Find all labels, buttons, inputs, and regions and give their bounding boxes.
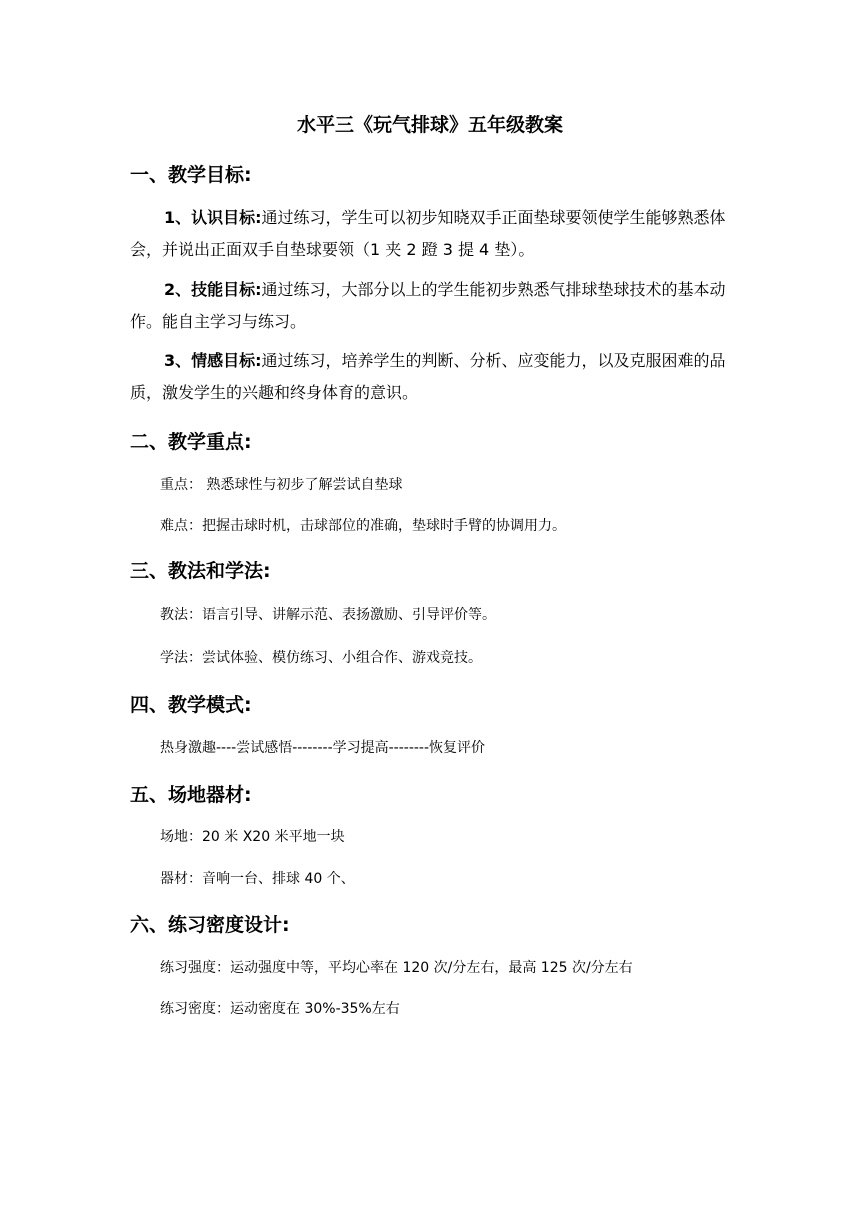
document-title: 水平三《玩气排球》五年级教案 (296, 114, 563, 136)
goal-affective-label: 3、情感目标: (164, 351, 262, 370)
section-heading-objectives: 一、教学目标: (130, 164, 252, 186)
section-heading-venue: 五、场地器材: (130, 784, 252, 806)
goal-cognitive (130, 202, 740, 266)
section-heading-mode: 四、教学模式: (130, 694, 252, 716)
section-heading-key-points: 二、教学重点: (130, 431, 252, 453)
goal-affective-text: 通过练习，培养学生的判断、分析、应变能力，以及克服困难的品质，激发学生的兴趣和终身体育的意识。 (130, 351, 726, 402)
venue-line: 场地：20 米 X20 米平地一块 (160, 829, 345, 845)
difficulty-line: 难点：把握击球时机，击球部位的准确，垫球时手臂的协调用力。 (160, 518, 566, 534)
section-heading-density: 六、练习密度设计: (130, 914, 290, 936)
equipment-line: 器材：音响一台、排球 40 个、 (160, 871, 355, 887)
goal-skill (130, 274, 740, 338)
learning-method-line: 学法：尝试体验、模仿练习、小组合作、游戏竞技。 (160, 650, 482, 666)
goal-cognitive-label: 1、认识目标: (164, 208, 262, 227)
goal-affective (130, 345, 740, 409)
intensity-line: 练习强度：运动强度中等，平均心率在 120 次/分左右，最高 125 次/分左右 (160, 960, 633, 976)
goal-cognitive-text: 通过练习，学生可以初步知晓双手正面垫球要领使学生能够熟悉体会，并说出正面双手自垫球要领（1 夹 2 蹬 3 提 4 垫）。 (130, 208, 726, 259)
key-point-line: 重点： 熟悉球性与初步了解尝试自垫球 (160, 477, 403, 493)
section-heading-methods: 三、教法和学法: (130, 560, 271, 582)
goal-skill-text: 通过练习，大部分以上的学生能初步熟悉气排球垫球技术的基本动作。能自主学习与练习。 (130, 280, 726, 331)
teaching-method-line: 教法：语言引导、讲解示范、表扬激励、引导评价等。 (160, 607, 496, 623)
goal-skill-label: 2、技能目标: (164, 280, 262, 299)
density-line: 练习密度：运动密度在 30%-35%左右 (160, 1001, 400, 1017)
teaching-mode-line: 热身激趣----尝试感悟--------学习提高--------恢复评价 (160, 740, 486, 756)
